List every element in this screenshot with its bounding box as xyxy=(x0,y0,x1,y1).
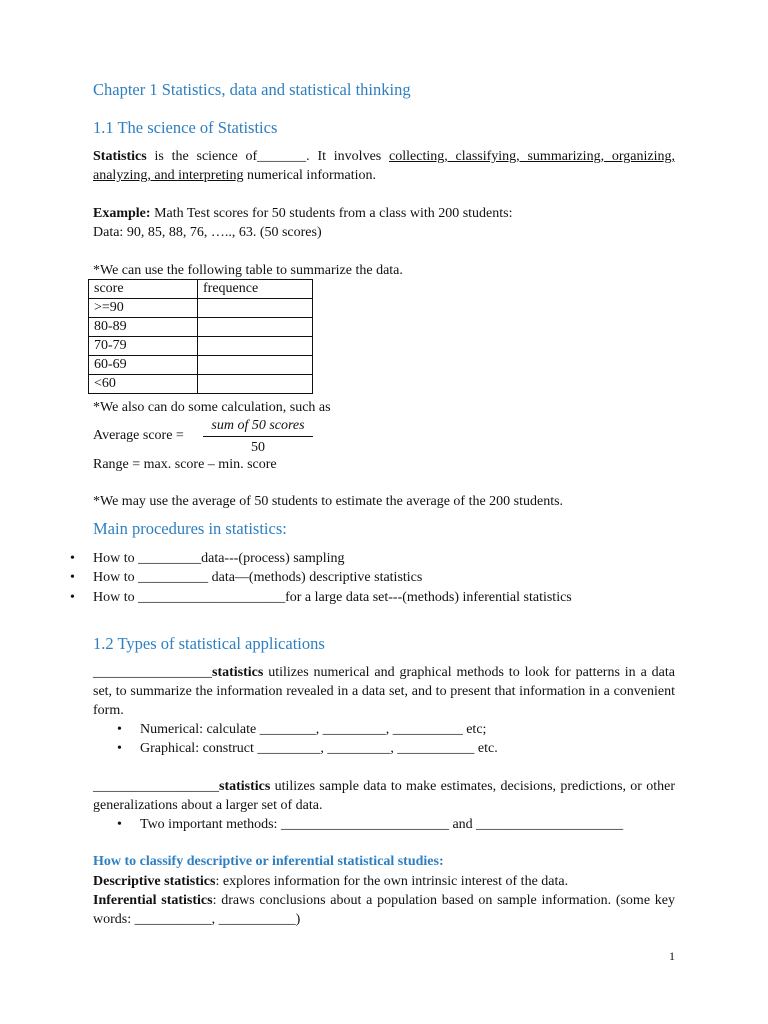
calc-intro: *We also can do some calculation, such as xyxy=(93,400,331,415)
average-fraction xyxy=(203,417,313,456)
average-label: Average score = xyxy=(93,428,184,443)
procedure-item: How to _____________________for a large data set---(methods) inferential statistics xyxy=(93,590,572,605)
section-1-1-title: 1.1 The science of Statistics xyxy=(93,118,278,137)
inferential-stat-term: Inferential statistics xyxy=(93,893,213,908)
bullet-dot: • xyxy=(117,741,122,756)
bullet-dot: • xyxy=(70,570,75,585)
fraction-numerator: sum of 50 scores xyxy=(203,417,313,437)
descriptive-stat-term: Descriptive statistics xyxy=(93,874,216,889)
descriptive-blank: _________________ xyxy=(93,665,212,680)
table-cell-range: <60 xyxy=(89,375,198,394)
definition-underlined-verbs: collecting, classifying, summarizing, organizing, analyzing, and interpreting xyxy=(93,149,675,183)
inferential-definition xyxy=(93,891,675,929)
table-cell-frequence xyxy=(198,337,313,356)
procedures-title: Main procedures in statistics: xyxy=(93,519,287,538)
example-line xyxy=(93,204,675,223)
table-intro: *We can use the following table to summarize the data. xyxy=(93,263,403,278)
descriptive-paragraph xyxy=(93,663,675,720)
table-row xyxy=(89,356,313,375)
definition-text-b: numerical information. xyxy=(243,168,377,183)
bullet-dot: • xyxy=(70,551,75,566)
descriptive-bullet: Numerical: calculate ________, _________, __________ etc; xyxy=(140,722,487,737)
table-cell-range: 70-79 xyxy=(89,337,198,356)
inferential-text: utilizes sample data to make estimates, decisions, predictions, or other generalizations about a larger set of data. xyxy=(93,779,675,813)
example-label: Example: xyxy=(93,206,151,221)
table-header-score: score xyxy=(89,280,198,299)
procedure-item: How to _________data---(process) sampling xyxy=(93,551,345,566)
definition-text-a: is the science of_______. It involves xyxy=(146,149,390,164)
data-line: Data: 90, 85, 88, 76, ….., 63. (50 scores) xyxy=(93,225,322,240)
descriptive-text: utilizes numerical and graphical methods to look for patterns in a data set, to summarize the information revealed in a data set, and to present that information in a convenient form. xyxy=(93,665,675,718)
page-number: 1 xyxy=(669,949,675,963)
example-text: Math Test scores for 50 students from a class with 200 students: xyxy=(150,206,513,221)
fraction-denominator: 50 xyxy=(251,440,265,455)
table-cell-range: >=90 xyxy=(89,299,198,318)
table-cell-range: 60-69 xyxy=(89,356,198,375)
inferential-stat-text: : draws conclusions about a population based on sample information. (some key words: ___________, ___________) xyxy=(93,893,675,927)
table-header-row xyxy=(89,280,313,299)
section-1-2-title: 1.2 Types of statistical applications xyxy=(93,634,325,653)
inferential-term: statistics xyxy=(219,779,271,794)
statistics-term: Statistics xyxy=(93,149,147,164)
statistics-definition xyxy=(93,147,675,185)
range-line: Range = max. score – min. score xyxy=(93,457,277,472)
table-cell-range: 80-89 xyxy=(89,318,198,337)
inferential-bullet: Two important methods: ________________________ and _____________________ xyxy=(140,817,624,832)
chapter-title: Chapter 1 Statistics, data and statistical thinking xyxy=(93,80,411,99)
table-cell-frequence xyxy=(198,299,313,318)
table-row xyxy=(89,299,313,318)
table-cell-frequence xyxy=(198,375,313,394)
inferential-blank: __________________ xyxy=(93,779,219,794)
estimate-line: *We may use the average of 50 students to estimate the average of the 200 students. xyxy=(93,494,564,509)
table-row xyxy=(89,318,313,337)
procedure-item: How to __________ data—(methods) descriptive statistics xyxy=(93,570,423,585)
table-cell-frequence xyxy=(198,318,313,337)
descriptive-term: statistics xyxy=(212,665,264,680)
bullet-dot: • xyxy=(117,817,122,832)
bullet-dot: • xyxy=(117,722,122,737)
classify-title: How to classify descriptive or inferential statistical studies: xyxy=(93,854,444,869)
descriptive-definition xyxy=(93,872,675,891)
inferential-paragraph xyxy=(93,777,675,815)
bullet-dot: • xyxy=(70,590,75,605)
descriptive-bullet: Graphical: construct _________, _________, ___________ etc. xyxy=(140,741,498,756)
table-cell-frequence xyxy=(198,356,313,375)
table-row xyxy=(89,375,313,394)
table-header-frequence: frequence xyxy=(198,280,313,299)
table-row xyxy=(89,337,313,356)
frequency-table xyxy=(88,279,313,394)
descriptive-stat-text: : explores information for the own intrinsic interest of the data. xyxy=(215,874,569,889)
